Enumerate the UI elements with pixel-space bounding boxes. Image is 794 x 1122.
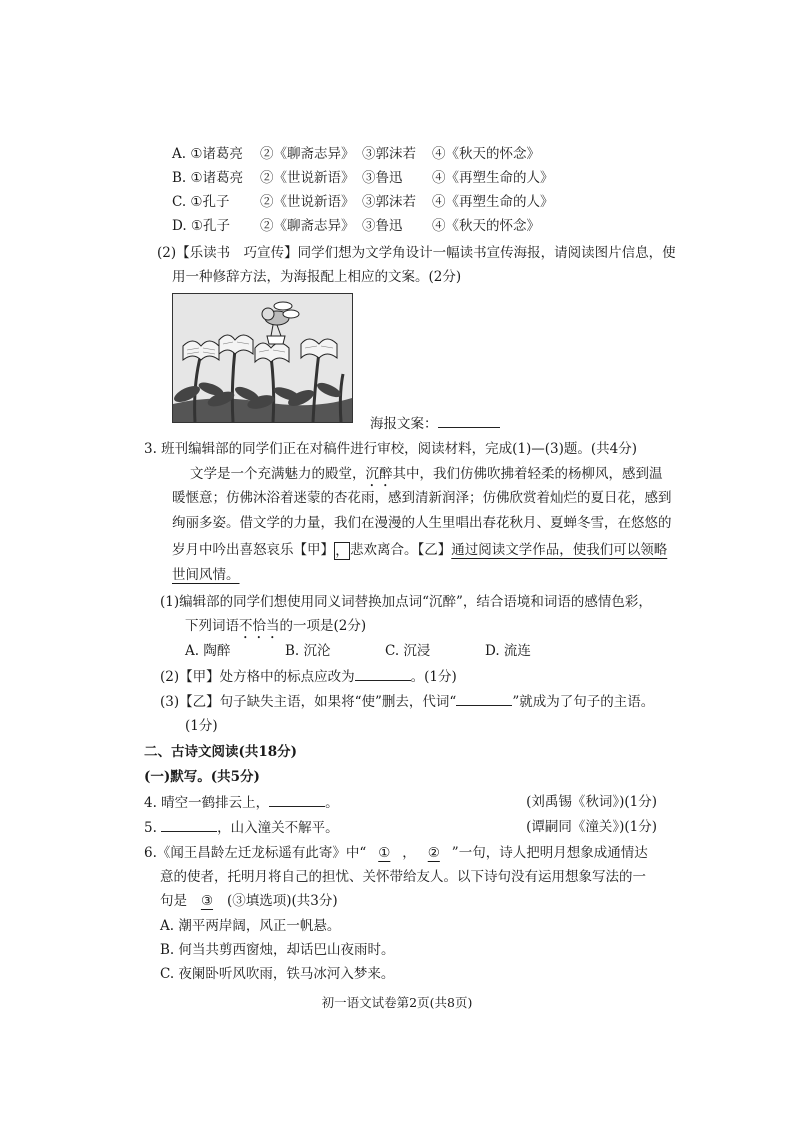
q2-sub2-line2: 用一种修辞方法，为海报配上相应的文案。(2分)	[172, 269, 462, 285]
section2-title: 二、古诗文阅读(共18分)	[144, 744, 298, 760]
q6-line3	[160, 891, 338, 911]
q3-sub3-text: ”就成为了句子的主语。	[512, 694, 655, 710]
q6-option-a: A. 潮平两岸阔，风正一帆悬。	[160, 918, 341, 934]
q3-sub2	[160, 666, 457, 687]
option-c	[172, 192, 554, 212]
option-b-2: ②《世说新语》	[260, 170, 355, 186]
passage-line-2: 暖惬意；仿佛沐浴着迷蒙的杏花雨，感到清新润泽；仿佛欣赏着灿烂的夏日花，感到	[172, 490, 672, 506]
book-plants-illustration	[173, 294, 352, 422]
q6-text: ”一句，诗人把明月想象成通情达	[451, 845, 648, 861]
option-d-2: ②《聊斋志异》	[260, 218, 355, 234]
q6-option-c: C. 夜阑卧听风吹雨，铁马冰河入梦来。	[160, 966, 395, 982]
q3-sub2-text: (2)【甲】处方格中的标点应改为	[160, 669, 355, 685]
option-a-3: ③郭沫若	[362, 146, 416, 162]
q3-sub3-blank[interactable]	[456, 691, 512, 706]
q6-text: 句是	[160, 893, 187, 909]
option-b-1: B. ①诸葛亮	[172, 170, 244, 186]
q6-line2: 意的使者，托明月将自己的担忧、关怀带给友人。以下诗句没有运用想象写法的一	[160, 869, 646, 885]
option-c-3: ③郭沫若	[362, 194, 416, 210]
dotted-word-chenzui: 沉醉	[365, 466, 393, 482]
q4-text: 。	[325, 795, 339, 811]
q6-text: (③填选项)(共3分)	[227, 893, 338, 909]
section2-sub1: (一)默写。(共5分)	[144, 769, 260, 785]
q4	[144, 792, 339, 813]
passage-line-1	[190, 464, 663, 490]
q6-blank-2[interactable]: ②	[427, 845, 440, 861]
q4-text: 4. 晴空一鹤排云上，	[144, 795, 270, 811]
q6-line1	[144, 843, 648, 863]
option-d	[172, 216, 540, 236]
option-a-1: A. ①诸葛亮	[172, 146, 243, 162]
option-b-4: ④《再塑生命的人》	[432, 170, 554, 186]
option-a	[172, 144, 540, 164]
page-footer: 初一语文试卷第2页(共8页)	[321, 995, 473, 1010]
poster-caption-blank[interactable]	[438, 413, 500, 428]
q3-opt-a: A. 陶醉	[185, 643, 231, 659]
poster-caption-label: 海报文案：	[370, 416, 438, 432]
q3-sub2-text: 。(1分)	[410, 669, 457, 685]
q5-text: ，山入潼关不解平。	[217, 820, 339, 836]
q3-stem: 3. 班刊编辑部的同学们正在对稿件进行审校，阅读材料，完成(1)—(3)题。(共4分)	[144, 441, 638, 457]
q4-source: (刘禹锡《秋词》)(1分)	[526, 794, 657, 810]
passage-line-4	[172, 540, 667, 560]
passage-text: 其中，我们仿佛吹拂着轻柔的杨柳风，感到温	[392, 466, 663, 482]
option-b	[172, 168, 554, 188]
passage-line-5	[172, 565, 240, 585]
q5-blank[interactable]	[161, 817, 217, 832]
q3-sub2-blank[interactable]	[355, 666, 411, 681]
underlined-sentence-yi: 通过阅读文学作品，使我们可以领略	[451, 542, 668, 558]
option-a-4: ④《秋天的怀念》	[432, 146, 540, 162]
q3-sub1-line1: (1)编辑部的同学们想使用同义词替换加点词“沉醉”，结合语境和词语的感情色彩，	[160, 594, 652, 610]
q3-sub1-text: 的一项是(2分)	[279, 618, 367, 634]
q2-sub2-line1: (2)【乐读书 巧宣传】同学们想为文学角设计一幅读书宣传海报，请阅读图片信息，使	[157, 245, 676, 261]
passage-text: 岁月中吟出喜怒哀乐【甲】	[172, 542, 334, 558]
q6-option-b: B. 何当共剪西窗烛，却话巴山夜雨时。	[160, 942, 395, 958]
q5-source: (谭嗣同《潼关》)(1分)	[526, 819, 657, 835]
option-d-4: ④《秋天的怀念》	[432, 218, 540, 234]
option-c-2: ②《世说新语》	[260, 194, 355, 210]
q3-sub1-text: 下列词语	[185, 618, 239, 634]
q3-sub1-line2	[185, 616, 366, 642]
q3-sub3-score: (1分)	[185, 718, 218, 734]
dotted-word-buqiadang: 不恰当	[239, 618, 280, 634]
q6-text: 6.《闻王昌龄左迁龙标遥有此寄》中“	[144, 845, 367, 861]
q3-opt-d: D. 流连	[485, 643, 531, 659]
q6-blank-1[interactable]: ①	[378, 845, 391, 861]
q3-opt-b: B. 沉沦	[285, 643, 331, 659]
option-c-1: C. ①孔子	[172, 194, 230, 210]
q6-text: ，	[402, 845, 416, 861]
option-d-3: ③鲁迅	[362, 218, 403, 234]
option-d-1: D. ①孔子	[172, 218, 231, 234]
underlined-sentence-yi-end: 世间风情。	[172, 567, 240, 583]
punctuation-box-jia: ，	[335, 542, 349, 559]
q5-text: 5.	[144, 820, 162, 836]
q4-blank[interactable]	[269, 792, 325, 807]
poster-illustration	[172, 293, 353, 423]
q3-sub1-options	[185, 641, 531, 661]
passage-line-3: 绚丽多姿。借文学的力量，我们在漫漫的人生里唱出春花秋月、夏蝉冬雪，在悠悠的	[172, 515, 672, 531]
option-a-2: ②《聊斋志异》	[260, 146, 355, 162]
q6-blank-3[interactable]: ③	[200, 893, 214, 909]
option-b-3: ③鲁迅	[362, 170, 403, 186]
passage-text: 文学是一个充满魅力的殿堂，	[190, 466, 366, 482]
q3-opt-c: C. 沉浸	[385, 643, 431, 659]
option-c-4: ④《再塑生命的人》	[432, 194, 554, 210]
poster-caption	[370, 413, 500, 434]
q3-sub3	[160, 691, 654, 712]
passage-text: 悲欢离合。【乙】	[350, 542, 452, 558]
q3-sub3-text: (3)【乙】句子缺失主语，如果将“使”删去，代词“	[160, 694, 457, 710]
q5	[144, 817, 339, 838]
